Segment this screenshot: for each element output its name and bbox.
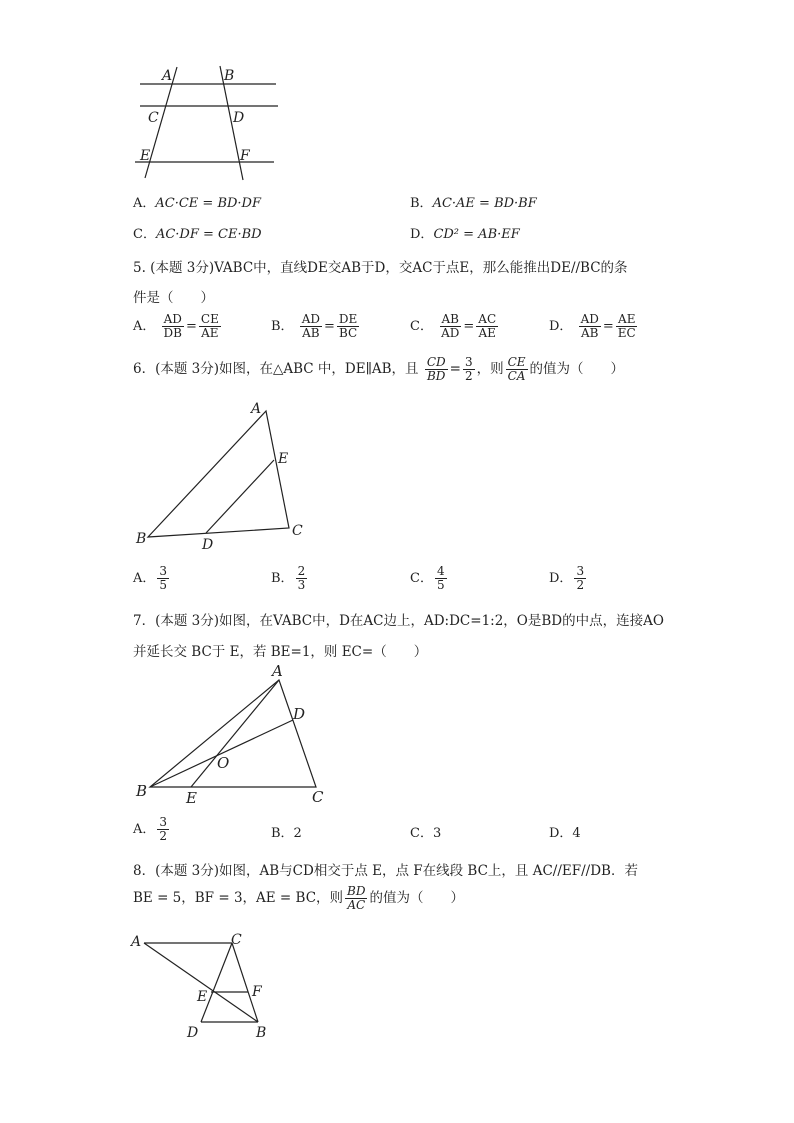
fraction: $\frac{3}{2}$ xyxy=(576,564,585,593)
q5-option-c[interactable]: C． $\frac{AB}{AD}$ = $\frac{AC}{AE}$ xyxy=(410,312,497,341)
q5-option-d[interactable]: D． $\frac{AD}{AB}$ = $\frac{AE}{EC}$ xyxy=(549,312,636,341)
label-A: A xyxy=(251,401,262,417)
fraction: $\frac{2}{3}$ xyxy=(297,564,306,593)
q6-option-b[interactable]: B． $\frac{2}{3}$ xyxy=(271,564,306,593)
q4-option-d[interactable]: D．CD² = AB·EF xyxy=(410,227,520,242)
fraction: $\frac{AD}{AB}$ xyxy=(580,312,599,341)
q7-stem-line1: 7．(本题 3分)如图，在VABC中，D在AC边上，AD:DC=1:2，O是BD的中点，连接AO xyxy=(133,613,664,629)
q6-option-d[interactable]: D． $\frac{3}{2}$ xyxy=(549,564,585,593)
q7-stem-line2: 并延长交 BC于 E，若 BE=1，则 EC=（ ） xyxy=(133,644,428,660)
label-C: C xyxy=(231,932,242,948)
label-E: E xyxy=(140,148,151,164)
label-C: C xyxy=(312,788,324,806)
label-D: D xyxy=(293,705,306,723)
label-C: C xyxy=(148,110,159,126)
label-F: F xyxy=(240,148,250,164)
q7-option-a[interactable]: A． $\frac{3}{2}$ xyxy=(133,815,168,844)
q6-option-a[interactable]: A． $\frac{3}{5}$ xyxy=(133,564,168,593)
q8-stem-line2: BE = 5，BF = 3，AE = BC，则 $\frac{BD}{AC}$ 的值为（ ） xyxy=(133,884,464,913)
label-A: A xyxy=(162,68,173,84)
label-D: D xyxy=(233,110,245,126)
q5-option-a[interactable]: A． $\frac{AD}{DB}$ = $\frac{CE}{AE}$ xyxy=(133,312,219,341)
fraction: $\frac{CE}{AE}$ xyxy=(200,312,219,341)
fraction: $\frac{AB}{AD}$ xyxy=(441,312,460,341)
label-D: D xyxy=(202,537,214,553)
label-O: O xyxy=(217,754,230,772)
q7-option-c[interactable]: C．3 xyxy=(410,826,442,841)
label-E: E xyxy=(197,989,208,1005)
fraction: $\frac{3}{2}$ xyxy=(464,355,473,384)
fraction: $\frac{AE}{EC}$ xyxy=(617,312,636,341)
fraction: $\frac{CD}{BD}$ xyxy=(426,355,446,384)
q5-stem-line1: 5. (本题 3分)VABC中，直线DE交AB于D，交AC于点E，那么能推出DE//BC的条 xyxy=(133,260,628,276)
fraction: $\frac{3}{5}$ xyxy=(159,564,168,593)
label-A: A xyxy=(272,662,283,680)
q4-option-c[interactable]: C．AC·DF = CE·BD xyxy=(133,227,262,242)
label-B: B xyxy=(256,1025,267,1041)
fraction: $\frac{AD}{AB}$ xyxy=(301,312,320,341)
fraction: $\frac{AD}{DB}$ xyxy=(163,312,182,341)
fraction: $\frac{AC}{AE}$ xyxy=(478,312,497,341)
label-F: F xyxy=(252,984,262,1000)
label-B: B xyxy=(136,531,147,547)
label-B: B xyxy=(224,68,235,84)
q7-option-d[interactable]: D．4 xyxy=(549,826,581,841)
q5-stem-line2: 件是（ ） xyxy=(133,290,214,306)
q8-stem-line1: 8．(本题 3分)如图，AB与CD相交于点 E，点 F在线段 BC上，且 AC//EF//DB．若 xyxy=(133,863,638,879)
fraction: $\frac{3}{2}$ xyxy=(159,815,168,844)
label-A: A xyxy=(131,934,142,950)
fraction: $\frac{BD}{AC}$ xyxy=(347,884,366,913)
fraction: $\frac{DE}{BC}$ xyxy=(338,312,358,341)
fraction: $\frac{4}{5}$ xyxy=(436,564,445,593)
label-E: E xyxy=(186,789,197,807)
label-E: E xyxy=(278,451,289,467)
q5-option-b[interactable]: B． $\frac{AD}{AB}$ = $\frac{DE}{BC}$ xyxy=(271,312,358,341)
label-B: B xyxy=(136,782,148,800)
q4-option-b[interactable]: B．AC·AE = BD·BF xyxy=(410,196,537,211)
q7-option-b[interactable]: B．2 xyxy=(271,826,302,841)
q6-option-c[interactable]: C． $\frac{4}{5}$ xyxy=(410,564,445,593)
q6-stem: 6．(本题 3分)如图，在△ABC 中，DE∥AB，且 $\frac{CD}{BD}$ = $\frac{3}{2}$ ，则 $\frac{CE}{CA}$ 的值为（ ） xyxy=(133,355,625,384)
fraction: $\frac{CE}{CA}$ xyxy=(507,355,526,384)
q4-option-a[interactable]: A．AC·CE = BD·DF xyxy=(133,196,262,211)
label-D: D xyxy=(187,1025,199,1041)
label-C: C xyxy=(292,523,303,539)
